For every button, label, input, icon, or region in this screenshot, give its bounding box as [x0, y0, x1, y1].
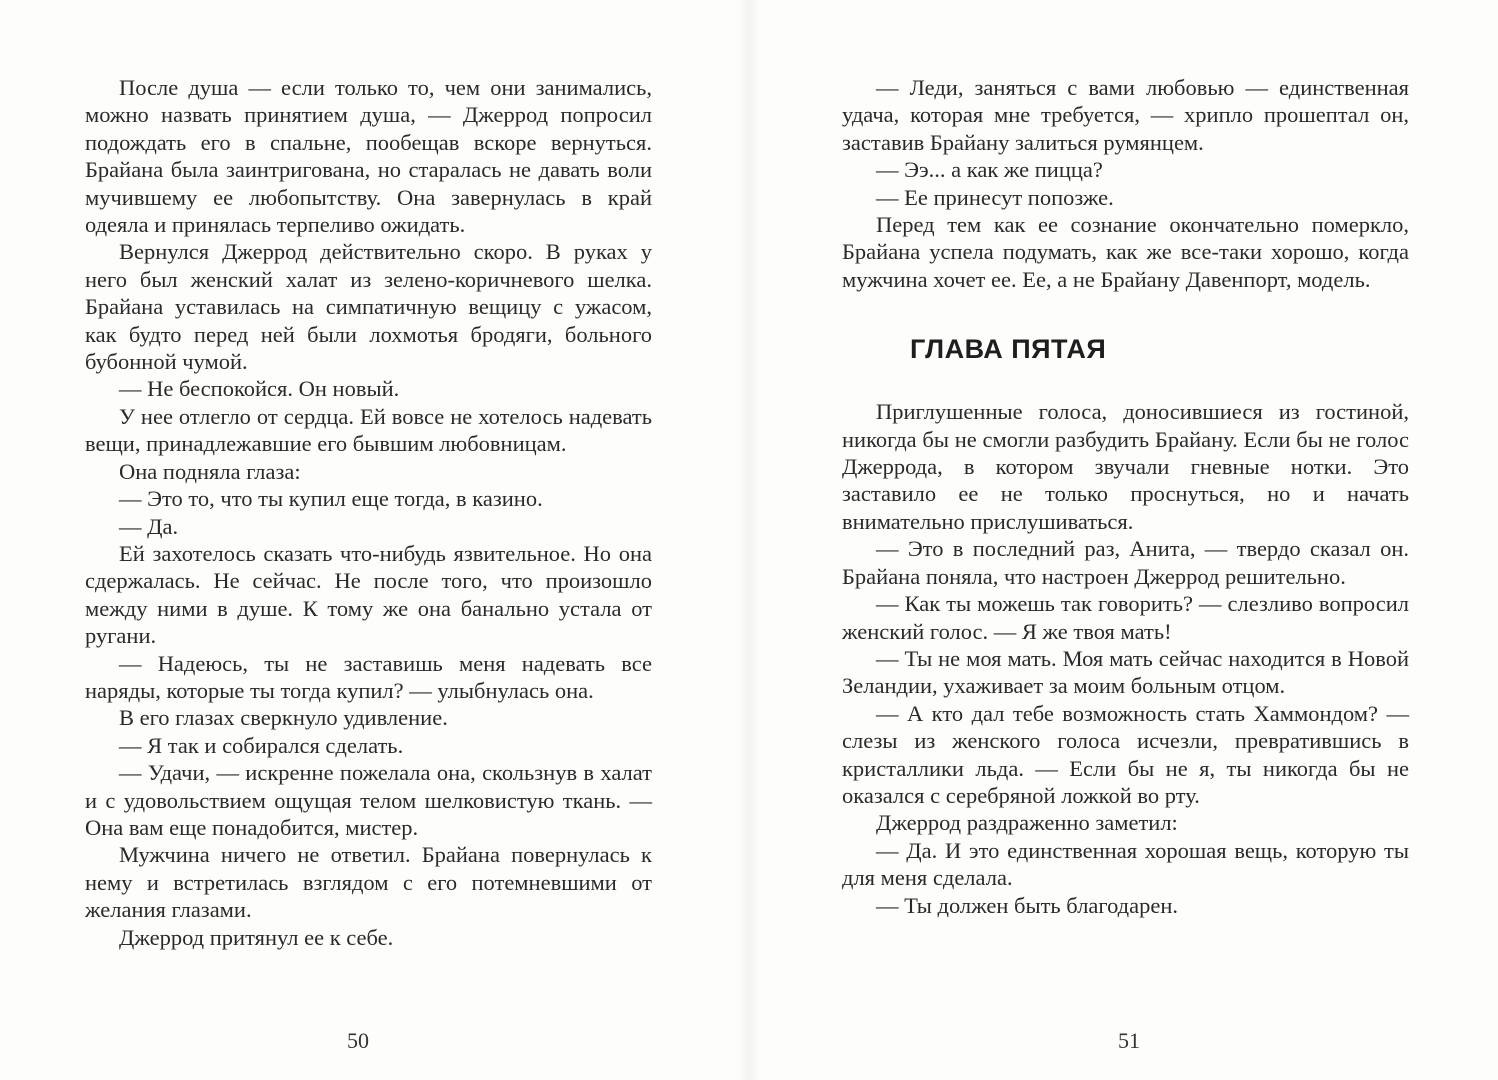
paragraph: — Удачи, — искренне пожелала она, скользнув в халат и с удовольствием ощущая телом шелковистую ткань. — Она вам еще понадобится, мистер.: [85, 760, 652, 840]
paragraph: — Ты не моя мать. Моя мать сейчас находится в Новой Зеландии, ухаживает за моим больным отцом.: [842, 645, 1409, 699]
paragraph: Перед тем как ее сознание окончательно померкло, Брайана успела подумать, как же все-таки хорошо, когда мужчина хочет ее. Ее, а не Брайану Давенпорт, модель.: [842, 212, 1409, 292]
paragraph: После душа — если только то, чем они занимались, можно назвать принятием душа, — Джеррод попросил подождать его в спальне, пообещав вскоре вернуться. Брайана была заинтригована, но старалась не давать воли мучившему ее любопытству. Она завернулась в край одеяла и принялась терпеливо ожидать.: [85, 75, 652, 238]
paragraph: Джеррод раздраженно заметил:: [876, 810, 1178, 836]
paragraph: В его глазах сверкнуло удивление.: [119, 705, 448, 731]
chapter-title: ГЛАВА ПЯТАЯ: [910, 334, 1107, 365]
paragraph: Джеррод притянул ее к себе.: [119, 924, 394, 950]
paragraph: Мужчина ничего не ответил. Брайана повернулась к нему и встретилась взглядом с его потемневшими от желания глазами.: [85, 842, 652, 923]
paragraph: — Да.: [119, 513, 179, 539]
paragraph: — Да. И это единственная хорошая вещь, которую ты для меня сделала.: [842, 837, 1409, 891]
paragraph: — А кто дал тебе возможность стать Хаммондом? — слезы из женского голоса исчезли, превратившись в кристаллики льда. — Если бы не я, ты никогда бы не оказался с серебряной ложкой во рту.: [842, 700, 1409, 808]
paragraph: Она подняла глаза:: [119, 458, 301, 484]
paragraph: — Ээ... а как же пицца?: [876, 157, 1103, 183]
paragraph: — Надеюсь, ты не заставишь меня надевать все наряды, которые ты тогда купил? — улыбнулась она.: [85, 650, 652, 703]
left-page-text: [85, 74, 652, 951]
paragraph: — Ее принесут попозже.: [876, 184, 1114, 210]
right-page-text: [842, 74, 1409, 919]
paragraph: — Это в последний раз, Анита, — твердо сказал он. Брайана поняла, что настроен Джеррод решительно.: [842, 536, 1409, 589]
paragraph: Вернулся Джеррод действительно скоро. В руках у него был женский халат из зелено-коричневого шелка. Брайана уставилась на симпатичную вещицу с ужасом, как будто перед ней были лохмотья бродяги, больного бубонной чумой.: [85, 239, 652, 375]
paragraph: — Как ты можешь так говорить? — слезливо вопросил женский голос. — Я же твоя мать!: [842, 591, 1409, 644]
paragraph: — Не беспокойся. Он новый.: [119, 376, 400, 402]
paragraph: — Ты должен быть благодарен.: [876, 892, 1179, 918]
page-number-right: 51: [1118, 1028, 1140, 1053]
paragraph: Приглушенные голоса, доносившиеся из гостиной, никогда бы не смогли разбудить Брайану. Если бы не голос Джеррода, в котором звучали гневные нотки. Это заставило ее не только проснуться, но и начать внимательно прислушиваться.: [842, 399, 1409, 534]
paragraph: — Леди, заняться с вами любовью — единственная удача, которая мне требуется, — хрипло прошептал он, заставив Брайану залиться румянцем.: [842, 75, 1409, 155]
paragraph: У нее отлегло от сердца. Ей вовсе не хотелось надевать вещи, принадлежавшие его бывшим любовницам.: [85, 403, 652, 457]
paragraph: — Я так и собирался сделать.: [119, 732, 404, 758]
paragraph: Ей захотелось сказать что-нибудь язвительное. Но она сдержалась. Не сейчас. Не после того, что произошло между ними в душе. К тому же она банально устала от ругани.: [85, 540, 652, 649]
page-number-left: 50: [347, 1028, 369, 1053]
paragraph: — Это то, что ты купил еще тогда, в казино.: [119, 486, 543, 512]
